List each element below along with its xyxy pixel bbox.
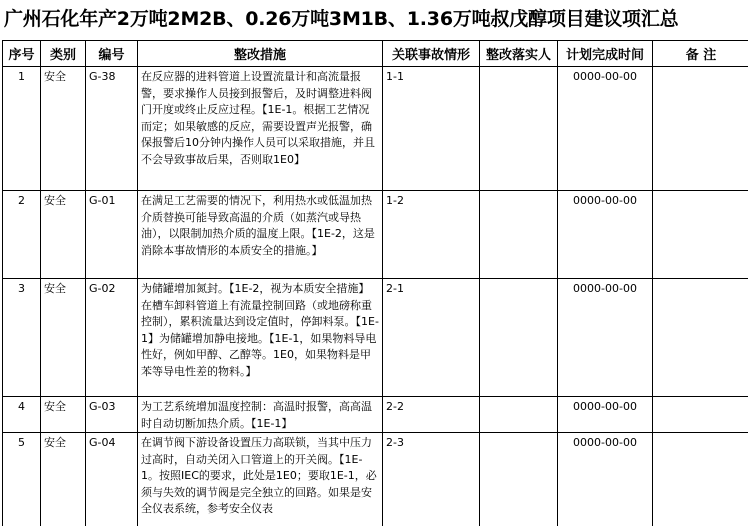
- row-scenario: 2-2: [383, 397, 480, 433]
- row-category: 安全: [41, 433, 86, 526]
- row-category: 安全: [41, 67, 86, 191]
- table-row: [3, 279, 748, 397]
- row-scenario: 1-2: [383, 191, 480, 279]
- row-code: G-38: [86, 67, 138, 191]
- table-row: [3, 191, 748, 279]
- row-date: 0000-00-00: [558, 433, 653, 526]
- row-category: 安全: [41, 191, 86, 279]
- header-note: 备 注: [653, 41, 748, 67]
- page-title: 广州石化年产2万吨2M2B、0.26万吨3M1B、1.36万吨叔戊醇项目建议项汇总: [4, 8, 679, 30]
- header-scenario: 关联事故情形: [383, 41, 480, 67]
- header-category: 类别: [41, 41, 86, 67]
- header-measure: 整改措施: [138, 41, 383, 67]
- row-category: 安全: [41, 397, 86, 433]
- row-note: [653, 67, 748, 191]
- header-row: [3, 41, 748, 67]
- header-owner: 整改落实人: [480, 41, 558, 67]
- row-note: [653, 191, 748, 279]
- row-code: G-01: [86, 191, 138, 279]
- row-measure: 为工艺系统增加温度控制：高温时报警，高高温时自动切断加热介质。【1E-1】: [138, 397, 383, 433]
- row-date: 0000-00-00: [558, 279, 653, 397]
- row-number: 5: [3, 433, 41, 526]
- header-code: 编号: [86, 41, 138, 67]
- row-code: G-04: [86, 433, 138, 526]
- table-row: [3, 67, 748, 191]
- table-row: [3, 433, 748, 526]
- row-scenario: 2-1: [383, 279, 480, 397]
- row-number: 1: [3, 67, 41, 191]
- row-scenario: 2-3: [383, 433, 480, 526]
- row-measure: 为储罐增加氮封。【1E-2，视为本质安全措施】在槽车卸料管道上有流量控制回路（或地磅称重控制），累积流量达到设定值时，停卸料泵。【1E-1】为储罐增加静电接地。【1E-1，如果物料导电性好，例如甲醇、乙醇等。1E0，如果物料是甲苯等导电性差的物料。】: [138, 279, 383, 397]
- header-date: 计划完成时间: [558, 41, 653, 67]
- row-owner: [480, 279, 558, 397]
- row-code: G-02: [86, 279, 138, 397]
- row-category: 安全: [41, 279, 86, 397]
- row-owner: [480, 397, 558, 433]
- header-no: 序号: [3, 41, 41, 67]
- row-code: G-03: [86, 397, 138, 433]
- row-number: 4: [3, 397, 41, 433]
- row-date: 0000-00-00: [558, 67, 653, 191]
- table-row: [3, 397, 748, 433]
- row-owner: [480, 433, 558, 526]
- row-note: [653, 433, 748, 526]
- row-number: 3: [3, 279, 41, 397]
- row-scenario: 1-1: [383, 67, 480, 191]
- row-date: 0000-00-00: [558, 191, 653, 279]
- row-owner: [480, 191, 558, 279]
- row-number: 2: [3, 191, 41, 279]
- row-date: 0000-00-00: [558, 397, 653, 433]
- suggestion-table: [2, 40, 748, 526]
- row-measure: 在满足工艺需要的情况下，利用热水或低温加热介质替换可能导致高温的介质（如蒸汽或导热油），以限制加热介质的温度上限。【1E-2，这是消除本事故情形的本质安全的措施。】: [138, 191, 383, 279]
- row-note: [653, 397, 748, 433]
- row-measure: 在调节阀下游设备设置压力高联锁，当其中压力过高时，自动关闭入口管道上的开关阀。【1E-1。按照IEC的要求，此处是1E0；要取1E-1，必须与失效的调节阀是完全独立的回路。如果是安全仪表系统，参考安全仪表: [138, 433, 383, 526]
- row-note: [653, 279, 748, 397]
- row-measure: 在反应器的进料管道上设置流量计和高流量报警，要求操作人员接到报警后，及时调整进料阀门开度或终止反应过程。【1E-1。根据工艺情况而定；如果敏感的反应，需要设置声光报警，确保报警后10分钟内操作人员可以采取措施，并且不会导致事故后果，否则取1E0】: [138, 67, 383, 191]
- row-owner: [480, 67, 558, 191]
